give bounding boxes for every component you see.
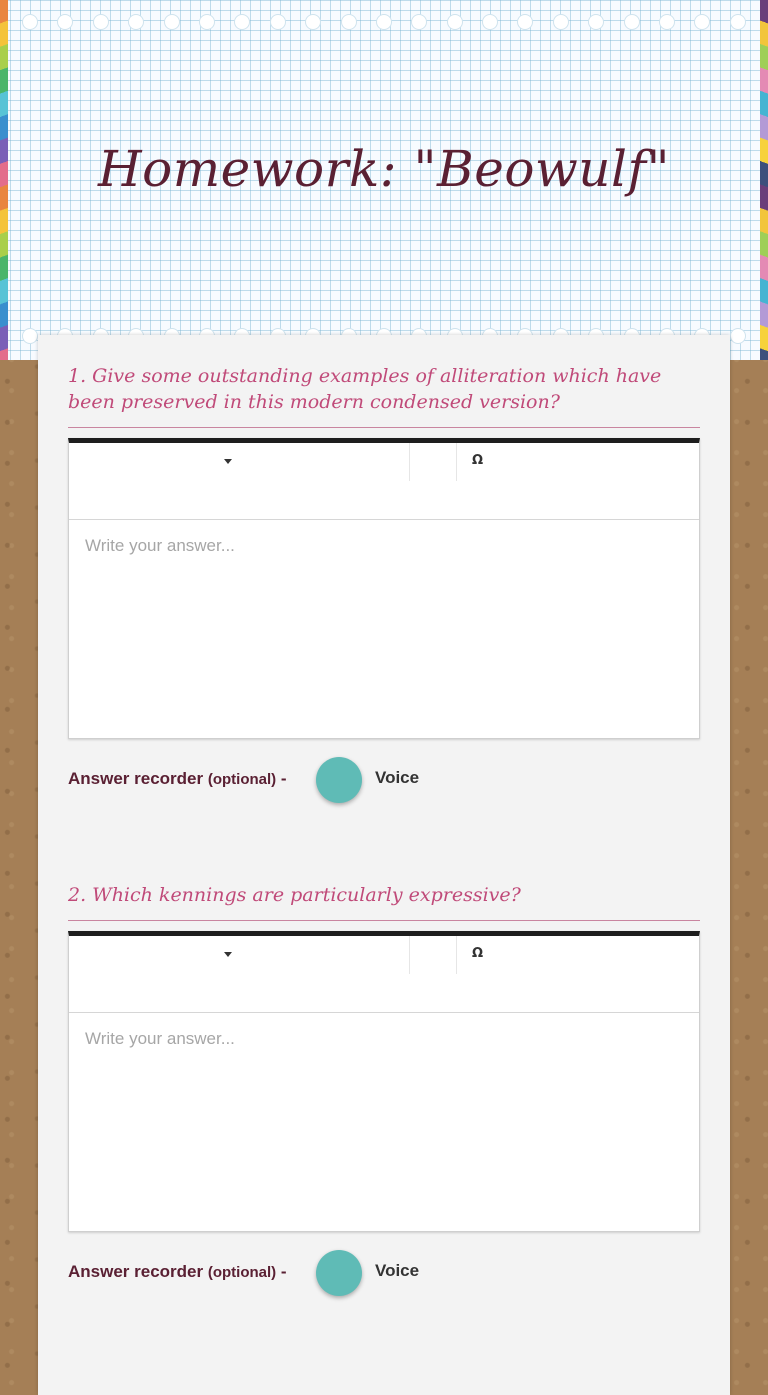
answer-textarea[interactable]: Write your answer... [85,1029,235,1048]
answer-recorder [68,1250,700,1310]
notebook-holes-top [22,14,746,30]
toolbar-button[interactable] [409,443,457,481]
special-character-icon[interactable]: Ω [472,946,484,961]
toolbar-button[interactable] [409,936,457,974]
question-3-partial [68,1375,700,1395]
editor-toolbar [69,443,699,520]
worksheet-header [0,0,768,360]
special-character-icon[interactable]: Ω [472,453,484,468]
page-title: Homework: "Beowulf" [98,140,670,198]
answer-recorder-label: Answer recorder (optional) - [68,1262,287,1281]
answer-textarea[interactable]: Write your answer... [85,536,235,555]
record-button[interactable] [316,757,362,803]
answer-editor-2[interactable] [68,931,700,1232]
caret-down-icon [224,459,232,464]
voice-label: Voice [375,768,420,787]
editor-toolbar [69,936,699,1013]
question-2 [68,882,700,1310]
answer-editor-1[interactable] [68,438,700,739]
answer-recorder [68,757,700,817]
question-1 [68,363,700,817]
record-button[interactable] [316,1250,362,1296]
caret-down-icon [224,952,232,957]
worksheet-body [38,335,730,1395]
voice-label: Voice [375,1261,420,1280]
question-2-text: 2. Which kennings are particularly expressive? [68,882,700,921]
question-1-text: 1. Give some outstanding examples of alliteration which have been preserved in this modern condensed version? [68,363,700,428]
format-dropdown[interactable] [69,936,410,974]
format-dropdown[interactable] [69,443,410,481]
answer-recorder-label: Answer recorder (optional) - [68,769,287,788]
